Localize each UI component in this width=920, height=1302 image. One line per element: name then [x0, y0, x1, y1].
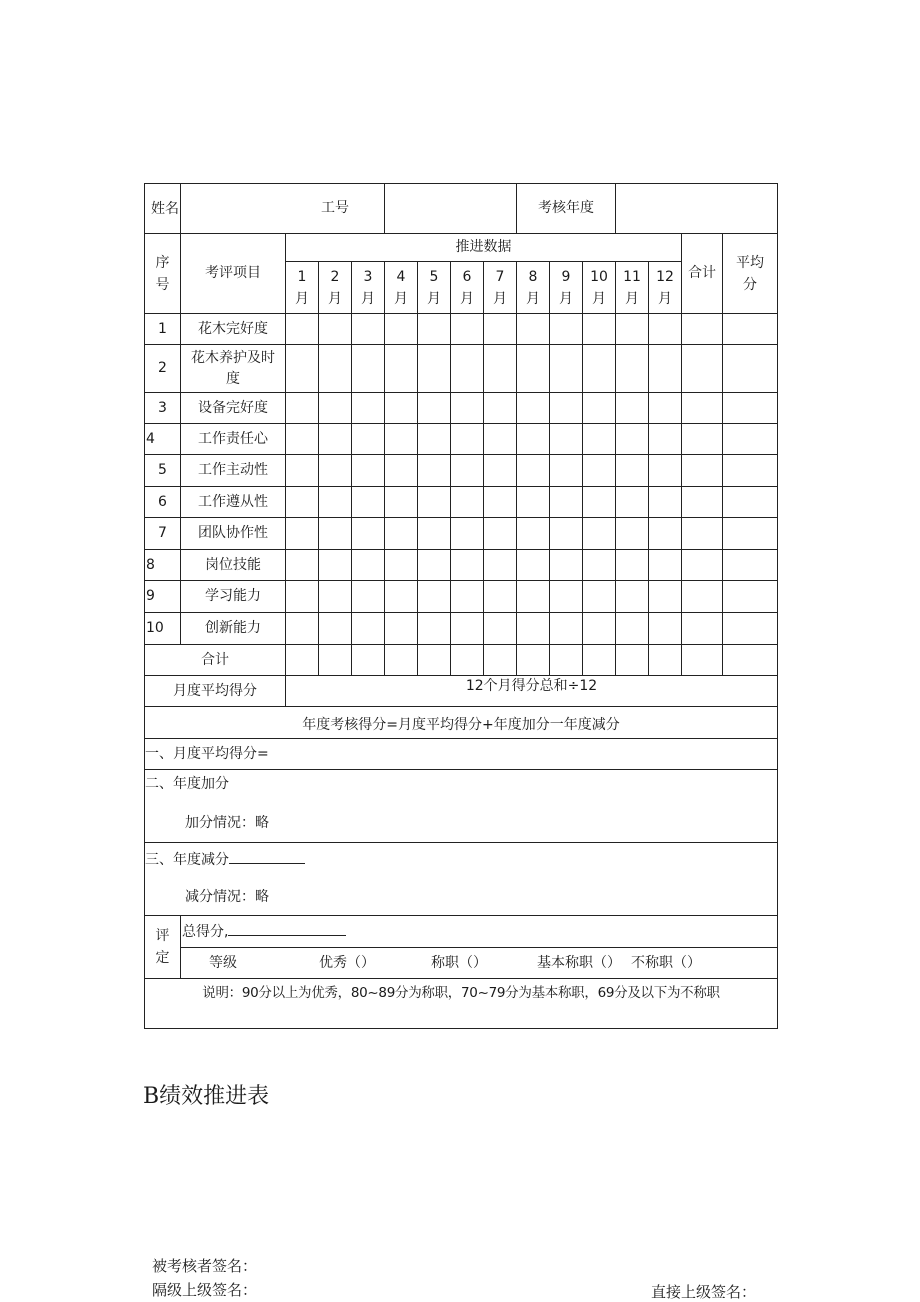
table-row — [145, 345, 778, 393]
section-title: B绩效推进表 — [143, 1084, 270, 1109]
id-value — [385, 184, 517, 234]
annual-bonus-title: 二、年度加分 — [145, 776, 229, 792]
table-row — [145, 424, 778, 455]
annual-formula: 年度考核得分=月度平均得分+年度加分一年度减分 — [145, 707, 778, 739]
item-cell: 学习能力 — [181, 581, 286, 613]
month-header: 12 月 — [649, 262, 682, 314]
monthly-average-line: 一、月度平均得分= — [145, 739, 778, 770]
evaluation-total-row — [145, 916, 778, 948]
total-score-label: 总得分, — [182, 923, 229, 940]
month-header: 6 月 — [451, 262, 484, 314]
table-header-row — [145, 234, 778, 262]
annual-item2-row — [145, 770, 778, 843]
assessment-table — [144, 183, 778, 1029]
seq-cell: 5 — [145, 455, 181, 487]
evaluation-label: 评定 — [145, 916, 181, 979]
deduction-blank[interactable] — [229, 849, 305, 864]
seq-cell: 4 — [145, 424, 181, 455]
seq-header: 序号 — [145, 234, 181, 314]
skip-level-signature: 隔级上级签名： — [152, 1281, 258, 1299]
month-header: 11 月 — [616, 262, 649, 314]
item-cell: 工作责任心 — [181, 424, 286, 455]
grade-incompetent[interactable]: 不称职（） — [631, 954, 701, 971]
grade-label: 等级 — [209, 954, 237, 971]
table-row — [145, 455, 778, 487]
annual-deduction-detail: 减分情况：略 — [185, 889, 269, 905]
grade-excellent[interactable]: 优秀（） — [319, 954, 375, 971]
table-row — [145, 550, 778, 581]
item-cell: 设备完好度 — [181, 393, 286, 424]
seq-cell: 8 — [145, 550, 181, 581]
item-cell: 创新能力 — [181, 613, 286, 645]
year-value — [616, 184, 778, 234]
item-header: 考评项目 — [181, 234, 286, 314]
seq-cell: 2 — [145, 345, 181, 393]
grade-basic-competent[interactable]: 基本称职（） — [537, 954, 621, 971]
assessee-signature: 被考核者签名： — [152, 1257, 258, 1275]
seq-cell: 6 — [145, 487, 181, 518]
annual-deduction-title: 三、年度减分 — [145, 852, 229, 868]
annual-bonus-detail: 加分情况：略 — [185, 815, 269, 831]
table-row — [145, 487, 778, 518]
info-row — [145, 184, 778, 234]
item-cell: 工作主动性 — [181, 455, 286, 487]
evaluation-note: 说明：90分以上为优秀，80~89分为称职，70~79分为基本称职，69分及以下为不称职 — [145, 979, 778, 1029]
month-header: 10 月 — [583, 262, 616, 314]
annual-bonus-block — [145, 770, 778, 843]
monthly-average-row — [145, 676, 778, 707]
table-row — [145, 581, 778, 613]
total-score-blank[interactable] — [228, 921, 346, 936]
monthly-avg-label: 月度平均得分 — [145, 676, 286, 707]
month-header: 1 月 — [286, 262, 319, 314]
item-cell: 花木养护及时度 — [181, 345, 286, 393]
table-row — [145, 613, 778, 645]
total-header: 合计 — [682, 234, 723, 314]
grade-competent[interactable]: 称职（） — [431, 954, 487, 971]
month-header: 5 月 — [418, 262, 451, 314]
total-row — [145, 645, 778, 676]
item-cell: 工作遵从性 — [181, 487, 286, 518]
table-row — [145, 314, 778, 345]
note-row — [145, 979, 778, 1029]
item-cell: 花木完好度 — [181, 314, 286, 345]
seq-cell: 1 — [145, 314, 181, 345]
grade-row — [145, 948, 778, 979]
month-header: 9 月 — [550, 262, 583, 314]
total-label: 合计 — [145, 645, 286, 676]
grade-cell — [181, 948, 778, 979]
seq-cell: 3 — [145, 393, 181, 424]
month-header: 7 月 — [484, 262, 517, 314]
monthly-avg-formula: 12个月得分总和÷12 — [286, 676, 778, 707]
id-label: 工号 — [321, 200, 349, 216]
month-header: 8 月 — [517, 262, 550, 314]
item-cell: 岗位技能 — [181, 550, 286, 581]
annual-item3-row — [145, 843, 778, 916]
seq-cell: 7 — [145, 518, 181, 550]
total-score-cell — [181, 916, 778, 948]
direct-supervisor-signature: 直接上级签名： — [651, 1283, 757, 1301]
data-header: 推进数据 — [286, 234, 682, 262]
annual-item1-row — [145, 739, 778, 770]
table-row — [145, 393, 778, 424]
name-value-and-id-label — [181, 184, 385, 234]
name-label: 姓名 — [145, 184, 181, 234]
annual-deduction-block — [145, 843, 778, 916]
month-header: 4 月 — [385, 262, 418, 314]
month-header: 3 月 — [352, 262, 385, 314]
annual-formula-row — [145, 707, 778, 739]
item-cell: 团队协作性 — [181, 518, 286, 550]
avg-header: 平均分 — [723, 234, 778, 314]
year-label: 考核年度 — [517, 184, 616, 234]
seq-cell: 9 — [145, 581, 181, 613]
table-row — [145, 518, 778, 550]
seq-cell: 10 — [145, 613, 181, 645]
performance-form — [144, 183, 777, 1029]
month-header: 2 月 — [319, 262, 352, 314]
